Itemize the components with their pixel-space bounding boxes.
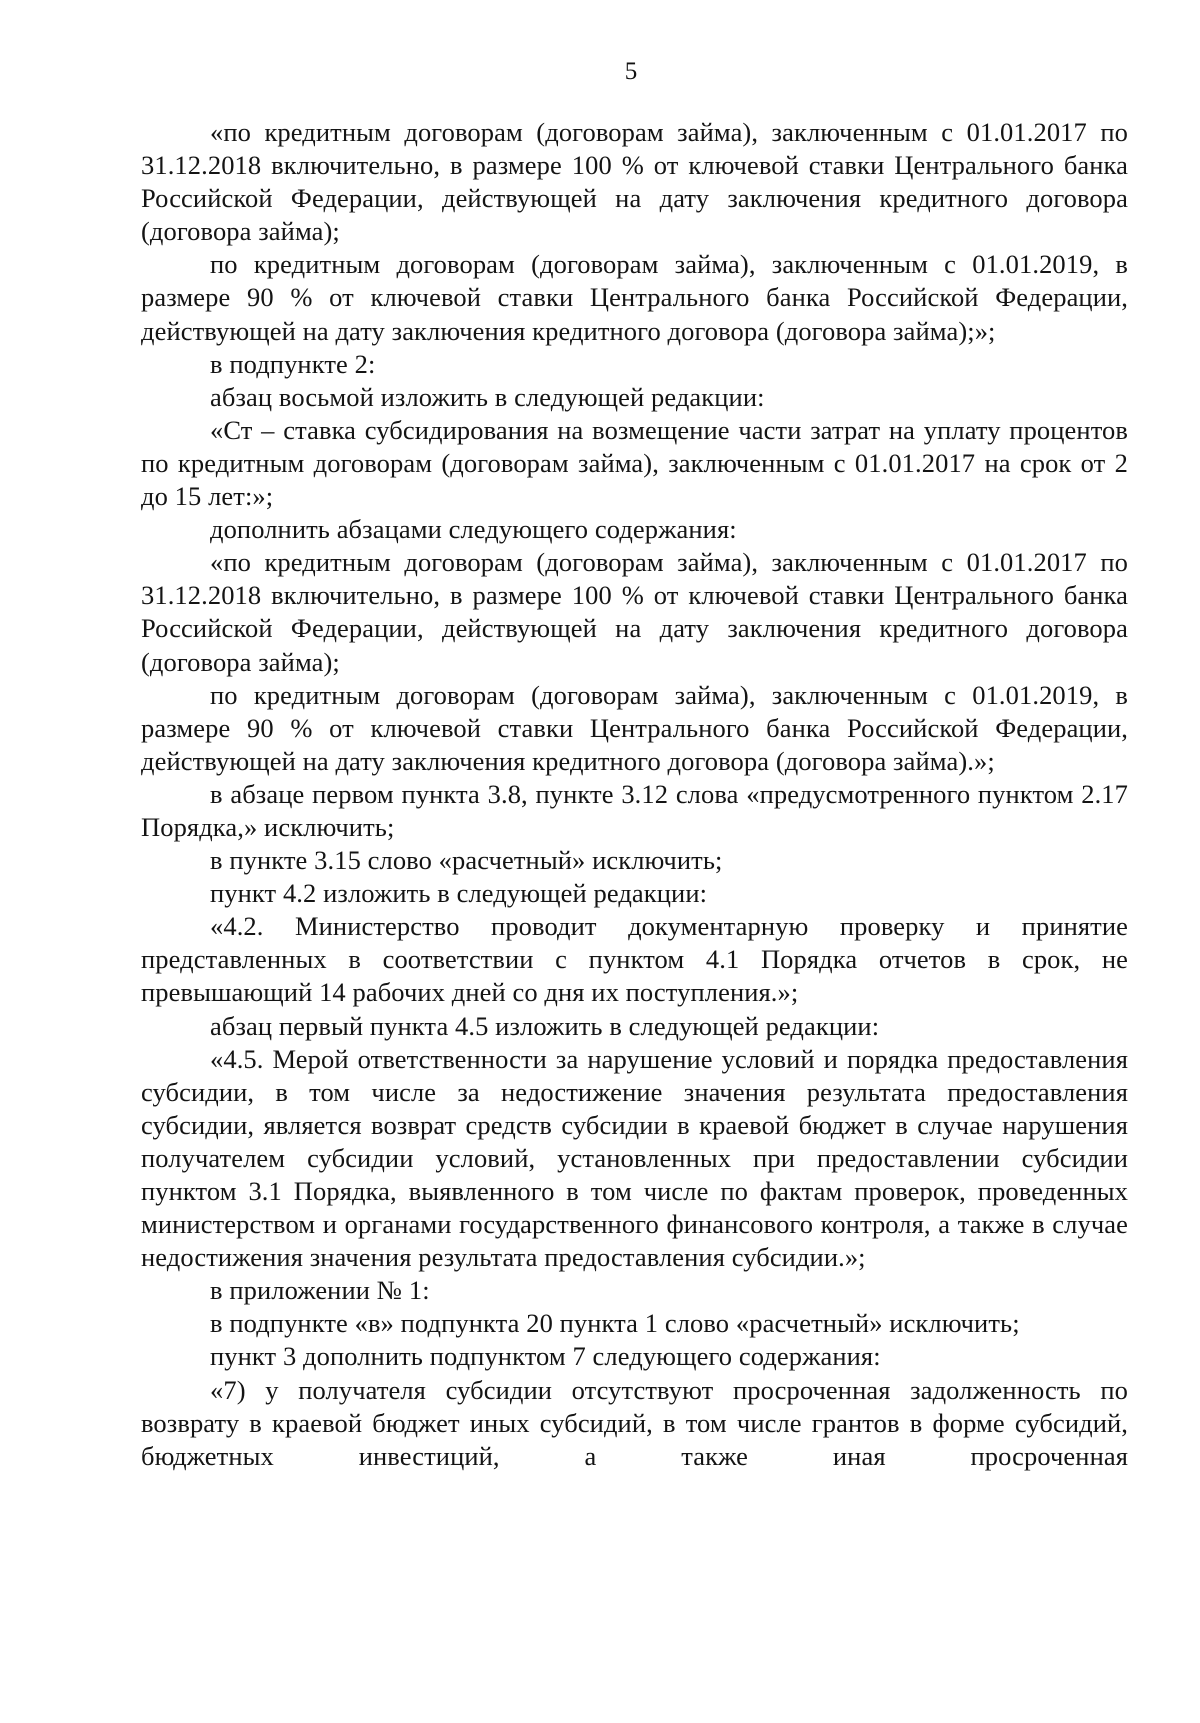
paragraph: пункт 3 дополнить подпунктом 7 следующего содержания:: [210, 1341, 881, 1372]
paragraph: дополнить абзацами следующего содержания:: [210, 514, 737, 545]
paragraph: «по кредитным договорам (договорам займа), заключенным с 01.01.2017 по 31.12.2018 включительно, в размере 100 % от ключевой ставки Центрального банка Российской Федерации, действующей на дату заключения кредитного договора (договора займа);: [141, 117, 1128, 247]
paragraph: «4.2. Министерство проводит документарную проверку и принятие представленных в соответствии с пунктом 4.1 Порядка отчетов в срок, не превышающий 14 рабочих дней со дня их поступления.»;: [141, 911, 1128, 1008]
paragraph: в абзаце первом пункта 3.8, пункте 3.12 слова «предусмотренного пунктом 2.17 Порядка,» исключить;: [141, 778, 1128, 842]
paragraph: «Ст – ставка субсидирования на возмещение части затрат на уплату процентов по кредитным договорам (договорам займа), заключенным с 01.01.2017 на срок от 2 до 15 лет:»;: [141, 414, 1128, 512]
paragraph: «4.5. Мерой ответственности за нарушение условий и порядка предоставления субсидии, в том числе за недостижение значения результата предоставления субсидии, является возврат средств субсидии в краевой бюджет в случае нарушения получателем субсидии условий, установленных при предоставлении субсидии пунктом 3.1 Порядка, выявленного в том числе по фактам проверок, проведенных министерством и органами государственного финансового контроля, а также в случае недостижения значения результата предоставления субсидии.»;: [141, 1043, 1128, 1273]
page-number: 5: [624, 58, 638, 85]
paragraph: в приложении № 1:: [210, 1275, 430, 1306]
paragraph: в подпункте «в» подпункта 20 пункта 1 слово «расчетный» исключить;: [210, 1308, 1020, 1339]
paragraph: абзац восьмой изложить в следующей редакции:: [210, 381, 765, 412]
document-body: [141, 116, 1128, 1473]
paragraph: «по кредитным договорам (договорам займа), заключенным с 01.01.2017 по 31.12.2018 включительно, в размере 100 % от ключевой ставки Центрального банка Российской Федерации, действующей на дату заключения кредитного договора (договора займа);: [141, 547, 1128, 677]
paragraph: «7) у получателя субсидии отсутствуют просроченная задолженность по возврату в краевой бюджет иных субсидий, в том числе грантов в форме субсидий, бюджетных инвестиций, а также иная просроченная: [141, 1374, 1128, 1471]
paragraph: пункт 4.2 изложить в следующей редакции:: [210, 878, 708, 909]
paragraph: по кредитным договорам (договорам займа), заключенным с 01.01.2019, в размере 90 % от ключевой ставки Центрального банка Российской Федерации, действующей на дату заключения кредитного договора (договора займа);»;: [141, 249, 1128, 346]
paragraph: в подпункте 2:: [210, 348, 376, 379]
paragraph: по кредитным договорам (договорам займа), заключенным с 01.01.2019, в размере 90 % от ключевой ставки Центрального банка Российской Федерации, действующей на дату заключения кредитного договора (договора займа).»;: [141, 679, 1128, 776]
paragraph: абзац первый пункта 4.5 изложить в следующей редакции:: [210, 1010, 880, 1041]
paragraph: в пункте 3.15 слово «расчетный» исключить;: [210, 845, 723, 876]
